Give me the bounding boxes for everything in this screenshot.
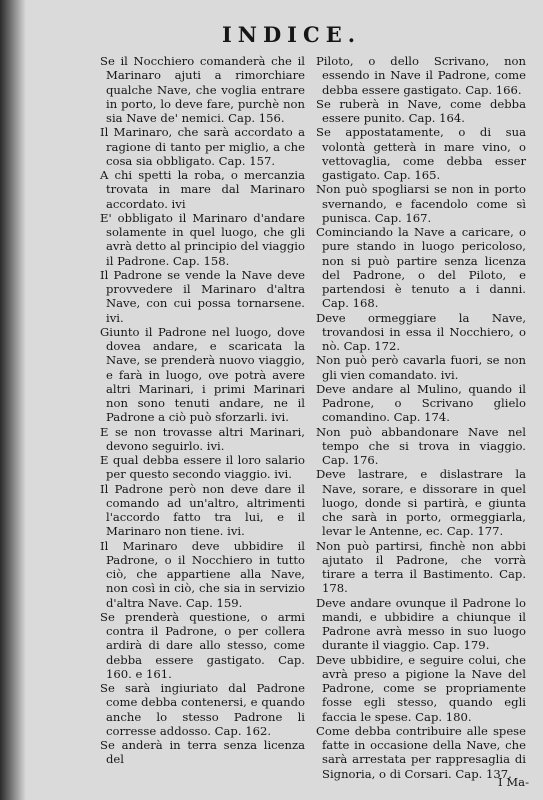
index-entry: Deve lastrare, e dislastrare la Nave, sorare, e dissorare in quel luogo, donde si partirà, e giunta che sarà in porto, ormeggiarla, levar le Antenne, ec. Cap. 177. xyxy=(316,467,526,539)
index-entry: Se ruberà in Nave, come debba essere punito. Cap. 164. xyxy=(316,96,526,125)
index-entry: Il Padrone però non deve dare il comando ad un'altro, altrimenti l'accordo fatto tra lui, e il Marinaro non tiene. ivi. xyxy=(100,481,305,539)
index-entry: Come debba contribuire alle spese fatte in occasione della Nave, che sarà arrestata per rappresaglia di Signoria, o di Corsari. Cap. 137. xyxy=(316,723,526,781)
index-entry: A chi spetti la roba, o mercanzia trovata in mare dal Marinaro accordato. ivi xyxy=(100,168,305,211)
index-entry: Cominciando la Nave a caricare, o pure stando in luogo pericoloso, non si può partire senza licenza del Padrone, o del Piloto, e partendosi è tenuto a i danni. Cap. 168. xyxy=(316,225,526,311)
index-entry: Deve andare ovunque il Padrone lo mandi, e ubbidire a chiunque il Padrone avrà messo in suo luogo durante il viaggio. Cap. 179. xyxy=(316,595,526,653)
index-entry: Se appostatamente, o di sua volontà getterà in mare vino, o vettovaglia, come debba esser gastigato. Cap. 165. xyxy=(316,125,526,182)
index-entry: E' obbligato il Marinaro d'andare solamente in quel luogo, che gli avrà detto al principio del viaggio il Padrone. Cap. 158. xyxy=(100,210,305,268)
index-entry: E se non trovasse altri Marinari, devono seguirlo. ivi. xyxy=(100,424,305,453)
index-entry: Deve ubbidire, e seguire colui, che avrà preso a pigione la Nave del Padrone, come se propriamente fosse egli stesso, quando egli faccia le spese. Cap. 180. xyxy=(316,652,526,724)
index-entry: Se prenderà questione, o armi contra il Padrone, o per collera ardirà di dare allo stesso, come debba essere gastigato. Cap. 160. e 161. xyxy=(100,609,305,681)
index-entry: Deve andare al Mulino, quando il Padrone, o Scrivano glielo comandino. Cap. 174. xyxy=(316,381,526,425)
index-entry: Se sarà ingiuriato dal Padrone come debba contenersi, e quando anche lo stesso Padrone li corresse addosso. Cap. 162. xyxy=(100,681,305,738)
index-entry: Non può abbandonare Nave nel tempo che si trova in viaggio. Cap. 176. xyxy=(316,424,526,467)
index-column-right xyxy=(316,54,526,781)
index-entry: Piloto, o dello Scrivano, non essendo in Nave il Padrone, come debba essere gastigato. Cap. 166. xyxy=(316,54,526,97)
catchword: I Ma- xyxy=(498,775,529,789)
index-entry: Il Marinaro, che sarà accordato a ragione di tanto per miglio, a che cosa sia obbligato. Cap. 157. xyxy=(100,125,305,168)
index-entry: Giunto il Padrone nel luogo, dove dovea andare, e scaricata la Nave, se prenderà nuovo viaggio, e farà in luogo, ove potrà avere altri Marinari, i primi Marinari non sono tenuti andare, ne il Padrone a ciò può sforzarli. ivi. xyxy=(100,324,305,425)
index-entry: Deve ormeggiare la Nave, trovandosi in essa il Nocchiero, o nò. Cap. 172. xyxy=(316,310,526,353)
index-entry: Non può partirsi, finchè non abbi ajutato il Padrone, che vorrà tirare a terra il Bastimento. Cap. 178. xyxy=(316,538,526,596)
index-entry: E qual debba essere il loro salario per questo secondo viaggio. ivi. xyxy=(100,453,305,482)
index-entry: Il Marinaro deve ubbidire il Padrone, o il Nocchiero in tutto ciò, che appartiene alla Nave, non così in ciò, che sia in servizio d'altra Nave. Cap. 159. xyxy=(100,538,305,610)
page-title: INDICE. xyxy=(221,22,362,47)
index-column-left xyxy=(100,54,305,767)
index-entry: Se il Nocchiero comanderà che il Marinaro ajuti a rimorchiare qualche Nave, che voglia entrare in porto, lo deve fare, purchè non sia Nave de' nemici. Cap. 156. xyxy=(100,54,305,125)
index-entry: Il Padrone se vende la Nave deve provvedere il Marinaro d'altra Nave, con cui possa tornarsene. ivi. xyxy=(100,267,305,325)
index-entry: Se anderà in terra senza licenza del xyxy=(100,738,305,767)
index-entry: Non può spogliarsi se non in porto svernando, e facendolo come sì punisca. Cap. 167. xyxy=(316,182,526,225)
index-entry: Non può però cavarla fuori, se non gli vien comandato. ivi. xyxy=(316,353,526,382)
